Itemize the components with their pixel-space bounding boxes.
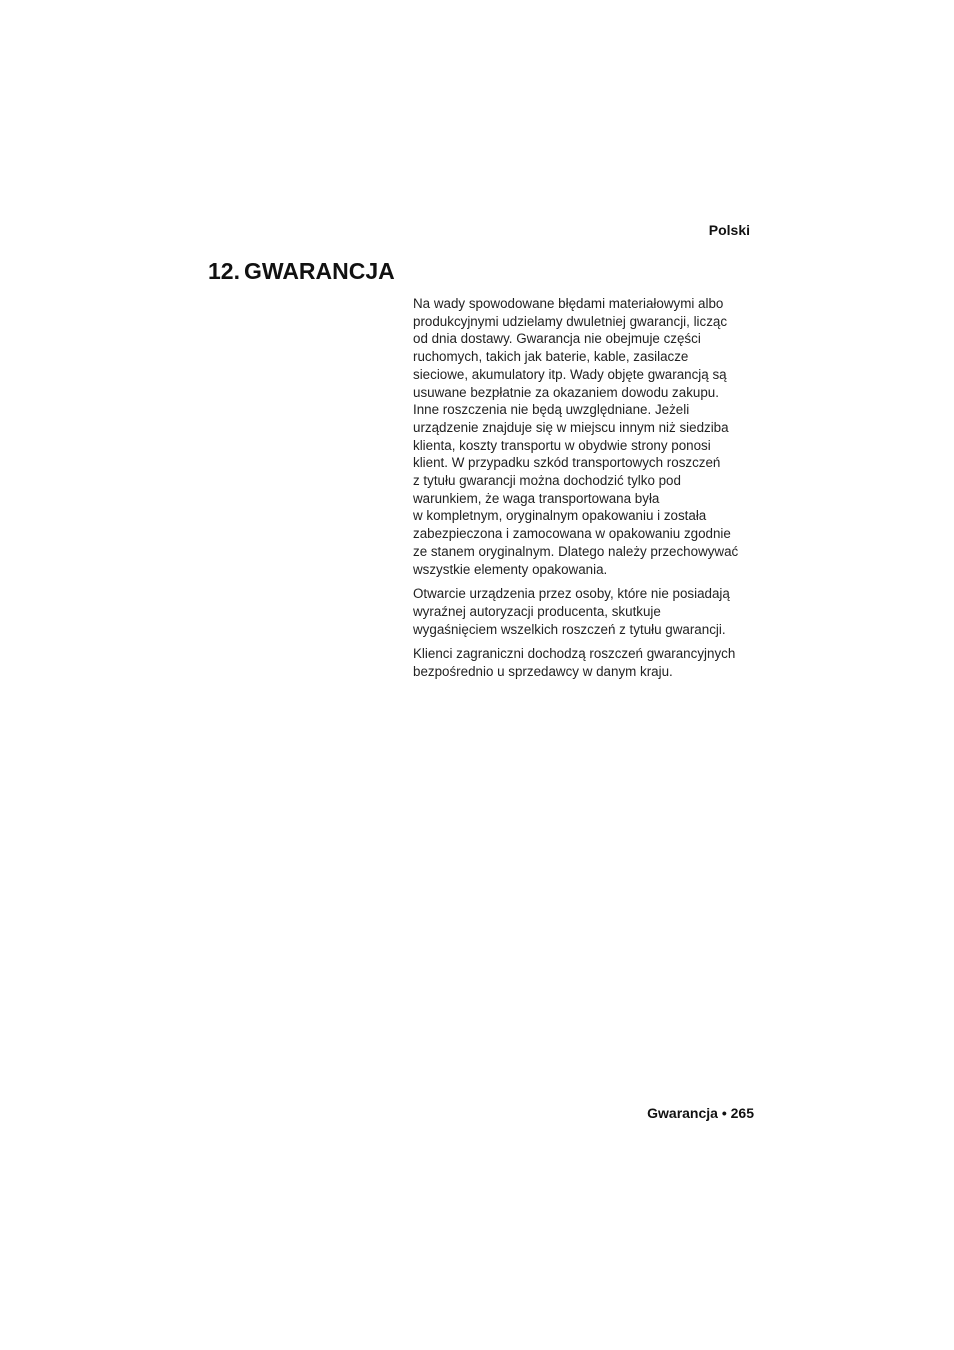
- text-line: w kompletnym, oryginalnym opakowaniu i została: [413, 508, 707, 524]
- text-line: produkcyjnymi udzielamy dwuletniej gwarancji, licząc: [413, 313, 728, 329]
- text-line: wygaśnięciem wszelkich roszczeń z tytułu gwarancji.: [413, 621, 726, 637]
- text-line: usuwane bezpłatnie za okazaniem dowodu zakupu.: [413, 384, 719, 400]
- paragraph-foreign-customers: [413, 645, 757, 680]
- text-line: wszystkie elementy opakowania.: [413, 561, 608, 577]
- paragraph-warranty-terms: [413, 295, 757, 578]
- text-line: Na wady spowodowane błędami materiałowymi albo: [413, 296, 724, 311]
- language-label: Polski: [708, 222, 750, 238]
- text-line: ruchomych, takich jak baterie, kable, zasilacze: [413, 349, 689, 365]
- paragraph-unauthorized-opening: [413, 585, 757, 638]
- text-line: sieciowe, akumulatory itp. Wady objęte gwarancją są: [413, 366, 727, 382]
- footer-separator: •: [721, 1105, 727, 1121]
- page-number: 265: [730, 1105, 754, 1121]
- text-line: warunkiem, że waga transportowana była: [413, 490, 660, 506]
- chapter-title: GWARANCJA: [243, 258, 395, 284]
- text-line: klient. W przypadku szkód transportowych roszczeń: [413, 455, 721, 471]
- chapter-number: 12.: [208, 258, 240, 284]
- text-line: od dnia dostawy. Gwarancja nie obejmuje części: [413, 331, 701, 347]
- text-line: Klienci zagraniczni dochodzą roszczeń gwarancyjnych: [413, 646, 736, 662]
- text-line: urządzenie znajduje się w miejscu innym niż siedziba: [413, 419, 729, 435]
- footer-section-title: Gwarancja: [647, 1105, 718, 1121]
- text-line: bezpośrednio u sprzedawcy w danym kraju.: [413, 664, 673, 680]
- text-line: klienta, koszty transportu w obydwie strony ponosi: [413, 437, 711, 453]
- text-line: ze stanem oryginalnym. Dlatego należy przechowywać: [413, 543, 739, 559]
- text-line: wyraźnej autoryzacji producenta, skutkuje: [413, 603, 661, 619]
- page-footer: [647, 1105, 754, 1121]
- warranty-body: [413, 295, 757, 688]
- text-line: z tytułu gwarancji można dochodzić tylko pod: [413, 473, 681, 489]
- text-line: Inne roszczenia nie będą uwzględniane. Jeżeli: [413, 402, 690, 418]
- text-line: zabezpieczona i zamocowana w opakowaniu zgodnie: [413, 526, 731, 542]
- chapter-heading: [208, 258, 395, 285]
- text-line: Otwarcie urządzenia przez osoby, które nie posiadają: [413, 586, 730, 602]
